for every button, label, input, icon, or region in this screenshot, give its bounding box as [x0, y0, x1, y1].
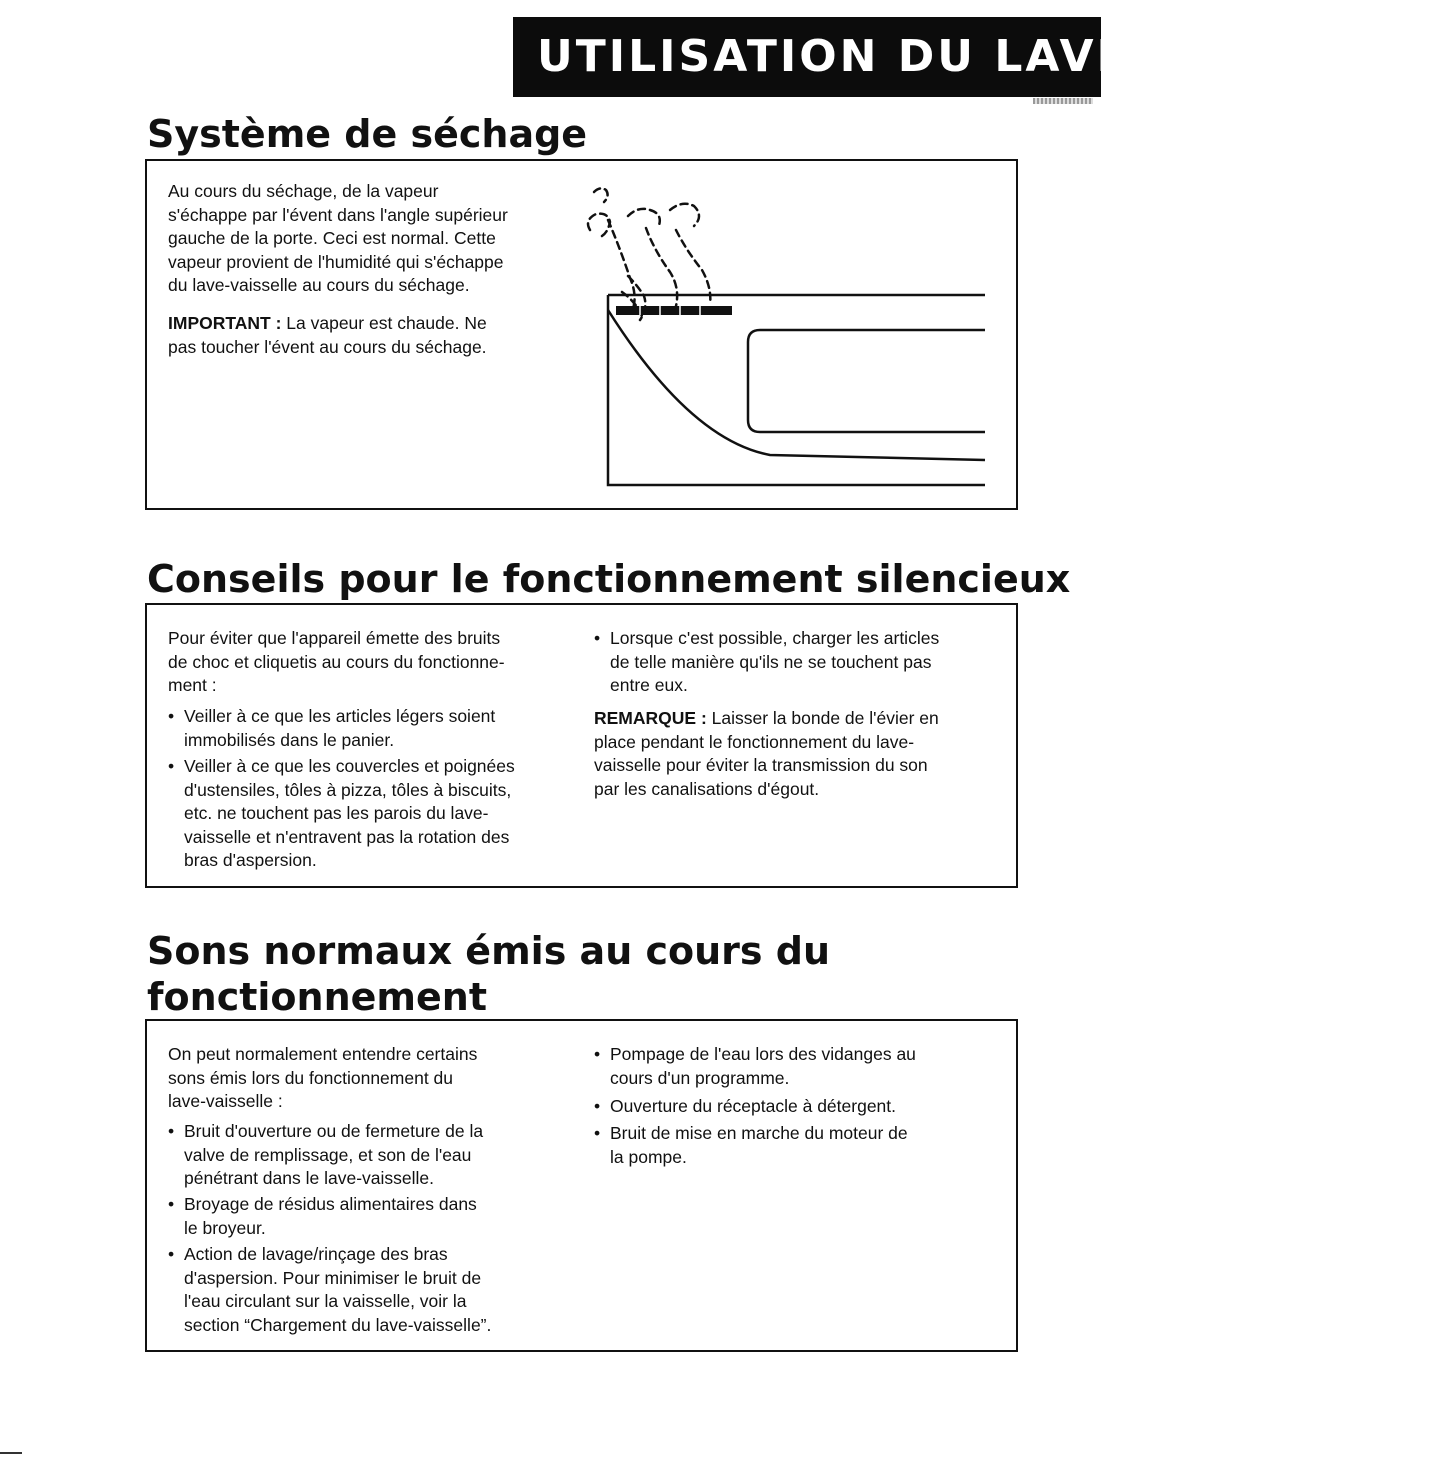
sounds-title-line: fonctionnement [147, 975, 487, 1019]
important-label: IMPORTANT : [168, 313, 282, 333]
drying-line: s'échappe par l'évent dans l'angle supérieur [168, 204, 508, 225]
list-item-line: entre eux. [610, 675, 688, 695]
list-item-line: vaisselle et n'entravent pas la rotation des [184, 826, 510, 847]
list-item-line: Bruit de mise en marche du moteur de [610, 1123, 908, 1143]
list-item [168, 1120, 483, 1191]
drying-line: Au cours du séchage, de la vapeur [168, 181, 439, 201]
important-text: pas toucher l'évent au cours du séchage. [168, 336, 487, 357]
important-note [168, 312, 487, 359]
list-item-line: Pompage de l'eau lors des vidanges au [610, 1044, 916, 1064]
list-item [168, 1243, 491, 1337]
list-item-line: d'ustensiles, tôles à pizza, tôles à biscuits, [184, 779, 512, 800]
bullet-dot: • [594, 1123, 601, 1143]
list-item [594, 1122, 908, 1169]
list-item [594, 1043, 916, 1090]
sounds-title [147, 928, 830, 1020]
list-item-line: la pompe. [610, 1146, 687, 1167]
list-item-line: Bruit d'ouverture ou de fermeture de la [184, 1121, 484, 1141]
remark-text: par les canalisations d'égout. [594, 778, 820, 799]
list-item-line: immobilisés dans le panier. [184, 729, 395, 750]
sounds-title-line: Sons normaux émis au cours du [147, 929, 830, 973]
sounds-intro-line: On peut normalement entendre certains [168, 1044, 478, 1064]
quiet-intro [168, 627, 505, 698]
sounds-intro-line: lave-vaisselle : [168, 1091, 283, 1111]
bullet-dot: • [168, 756, 175, 776]
quiet-intro-line: de choc et cliquetis au cours du fonctionne- [168, 651, 505, 672]
list-item [168, 755, 515, 873]
list-item-line: section “Chargement du lave-vaisselle”. [184, 1314, 492, 1335]
important-text: La vapeur est chaude. Ne [281, 313, 487, 333]
list-item-line: Veiller à ce que les couvercles et poignées [184, 756, 515, 776]
drying-text [168, 180, 508, 298]
list-item [594, 627, 939, 698]
list-item-line: pénétrant dans le lave-vaisselle. [184, 1168, 435, 1188]
bullet-dot: • [594, 1096, 601, 1116]
list-item-line: Lorsque c'est possible, charger les articles [610, 628, 940, 648]
bullet-dot: • [594, 1044, 601, 1064]
remark-text: Laisser la bonde de l'évier en [706, 708, 939, 728]
drying-title: Système de séchage [147, 112, 588, 156]
list-item-line: valve de remplissage, et son de l'eau [184, 1144, 472, 1165]
drying-line: vapeur provient de l'humidité qui s'échappe [168, 251, 504, 272]
bullet-dot: • [168, 1244, 175, 1264]
remark-note [594, 707, 939, 801]
banner-shade-decoration [1033, 98, 1093, 104]
bullet-dot: • [168, 1194, 175, 1214]
banner-title: UTILISATION DU LAVE-VAISSELLE [537, 31, 1434, 82]
sounds-intro [168, 1043, 477, 1114]
list-item-line: l'eau circulant sur la vaisselle, voir la [184, 1291, 467, 1311]
list-item [594, 1095, 896, 1119]
bullet-dot: • [168, 706, 175, 726]
quiet-intro-line: ment : [168, 675, 217, 695]
list-item [168, 1193, 477, 1240]
list-item-line: bras d'aspersion. [184, 850, 317, 870]
remark-text: vaisselle pour éviter la transmission du son [594, 755, 928, 775]
steam-vent-illustration [580, 180, 990, 490]
list-item-line: Veiller à ce que les articles légers soient [184, 706, 496, 726]
sounds-intro-line: sons émis lors du fonctionnement du [168, 1067, 454, 1088]
section-banner [513, 17, 1434, 97]
list-item-line: de telle manière qu'ils ne se touchent pas [610, 651, 932, 672]
quiet-title: Conseils pour le fonctionnement silencieux [147, 557, 1071, 601]
bullet-dot: • [168, 1121, 175, 1141]
list-item-line: Ouverture du réceptacle à détergent. [610, 1096, 897, 1116]
remark-label: REMARQUE : [594, 708, 707, 728]
bullet-dot: • [594, 628, 601, 648]
list-item-line: etc. ne touchent pas les parois du lave- [184, 803, 489, 823]
list-item-line: Broyage de résidus alimentaires dans [184, 1194, 477, 1214]
drying-line: gauche de la porte. Ceci est normal. Cette [168, 228, 496, 248]
remark-text: place pendant le fonctionnement du lave- [594, 731, 915, 752]
list-item-line: d'aspersion. Pour minimiser le bruit de [184, 1267, 482, 1288]
list-item-line: Action de lavage/rinçage des bras [184, 1244, 448, 1264]
list-item-line: cours d'un programme. [610, 1067, 790, 1088]
list-item [168, 705, 495, 752]
list-item-line: le broyeur. [184, 1217, 266, 1238]
quiet-intro-line: Pour éviter que l'appareil émette des bruits [168, 628, 501, 648]
page-edge-mark [0, 1452, 22, 1454]
drying-line: du lave-vaisselle au cours du séchage. [168, 275, 470, 295]
